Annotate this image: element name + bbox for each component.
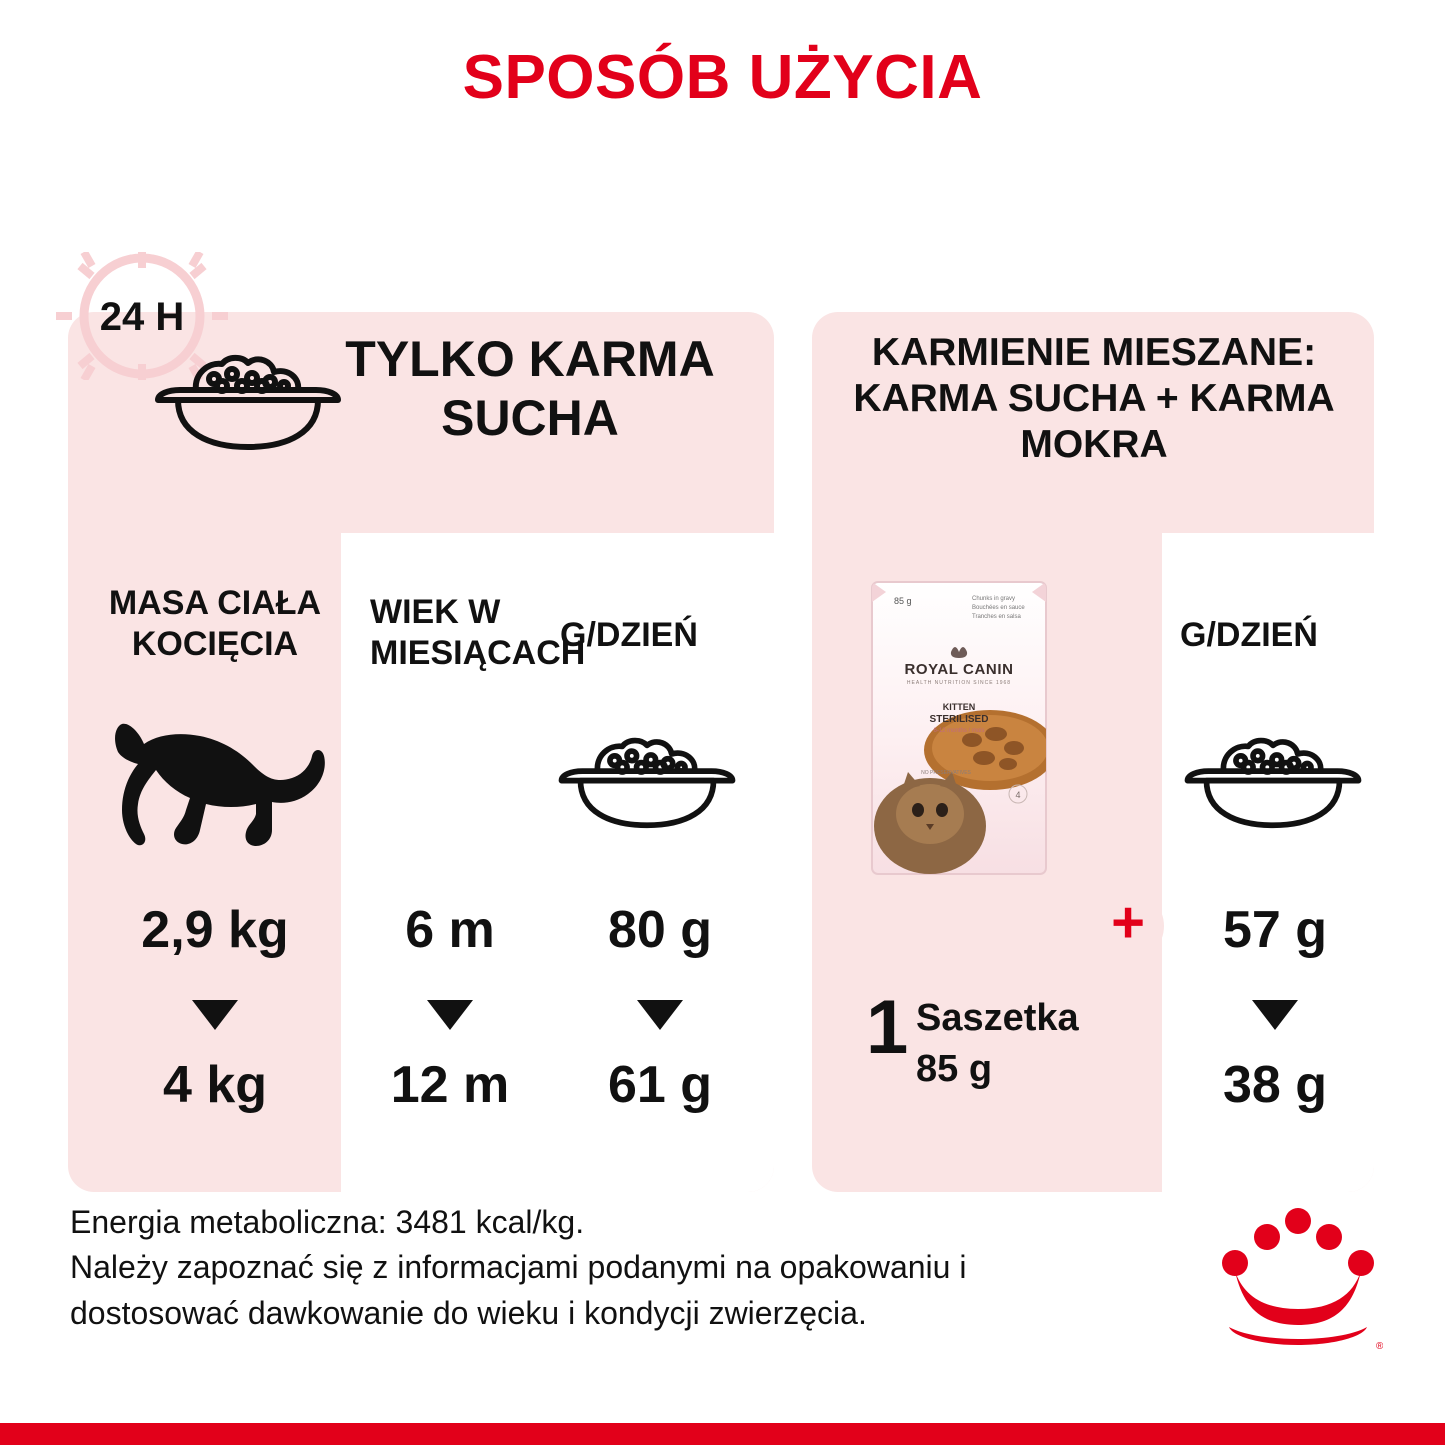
arrow-down-grams [637, 1000, 683, 1030]
dry-panel-heading: TYLKO KARMA SUCHA [345, 331, 715, 446]
value-grams-from: 80 g [607, 901, 713, 959]
svg-text:®: ® [1376, 1341, 1383, 1352]
value-weight-from: 2,9 kg [141, 901, 289, 959]
royal-canin-crown-logo [1213, 1203, 1383, 1353]
page-title: SPOSÓB UŻYCIA [462, 43, 983, 112]
arrow-down-age [427, 1000, 473, 1030]
bottom-red-bar [0, 1423, 1445, 1445]
kibble-bowl-icon-mixed-column [1178, 735, 1368, 830]
svg-text:HEALTH NUTRITION SINCE 1968: HEALTH NUTRITION SINCE 1968 [906, 680, 1012, 686]
svg-text:KITTEN: KITTEN [942, 702, 976, 712]
column-header-age: WIEK W MIESIĄCACH [370, 593, 586, 672]
svg-text:Tranches en salsa: Tranches en salsa [972, 614, 1021, 620]
wet-food-pouch-image [868, 578, 1050, 878]
sachet-info [866, 985, 1116, 1110]
svg-text:85 g: 85 g [894, 596, 912, 606]
svg-text:4: 4 [1015, 790, 1021, 800]
svg-text:6-12 months / mois: 6-12 months / mois [933, 728, 985, 734]
arrow-down-mixed-grams [1252, 1000, 1298, 1030]
svg-text:Bouchées en sauce: Bouchées en sauce [972, 605, 1025, 611]
sachet-label: Saszetka [916, 997, 1079, 1039]
footnote [70, 1200, 1030, 1336]
value-age-from: 6 m [405, 901, 495, 959]
column-header-grams-per-day: G/DZIEŃ [560, 616, 698, 654]
column-header-grams-per-day-mixed: G/DZIEŃ [1180, 616, 1318, 654]
mixed-panel-heading: KARMIENIE MIESZANE: KARMA SUCHA + KARMA MOKRA [853, 331, 1335, 467]
sachet-weight: 85 g [916, 1048, 993, 1090]
svg-text:ROYAL CANIN: ROYAL CANIN [904, 661, 1014, 678]
value-mixed-grams-from: 57 g [1222, 901, 1328, 959]
sachet-count: 1 [866, 985, 909, 1070]
value-mixed-grams-to: 38 g [1222, 1056, 1328, 1114]
footnote-line-1: Energia metaboliczna: 3481 kcal/kg. [70, 1204, 585, 1240]
footnote-line-2: Należy zapoznać się z informacjami podanymi na opakowaniu i dostosować dawkowanie do wieku i kondycji zwierzęcia. [70, 1249, 967, 1331]
value-age-to: 12 m [390, 1056, 510, 1114]
value-weight-to: 4 kg [162, 1056, 268, 1114]
kibble-bowl-icon-dry-column [552, 735, 742, 830]
svg-text:NO PRESERVATIVES: NO PRESERVATIVES [921, 770, 971, 776]
column-header-weight: MASA CIAŁA KOCIĘCIA [108, 584, 322, 663]
plus-badge: + [1092, 890, 1164, 962]
svg-text:24 H: 24 H [99, 295, 185, 339]
svg-text:STERILISED: STERILISED [929, 714, 989, 725]
svg-text:Chunks in gravy: Chunks in gravy [972, 596, 1016, 602]
value-grams-to: 61 g [607, 1056, 713, 1114]
kitten-silhouette-icon [96, 718, 332, 858]
arrow-down-weight [192, 1000, 238, 1030]
